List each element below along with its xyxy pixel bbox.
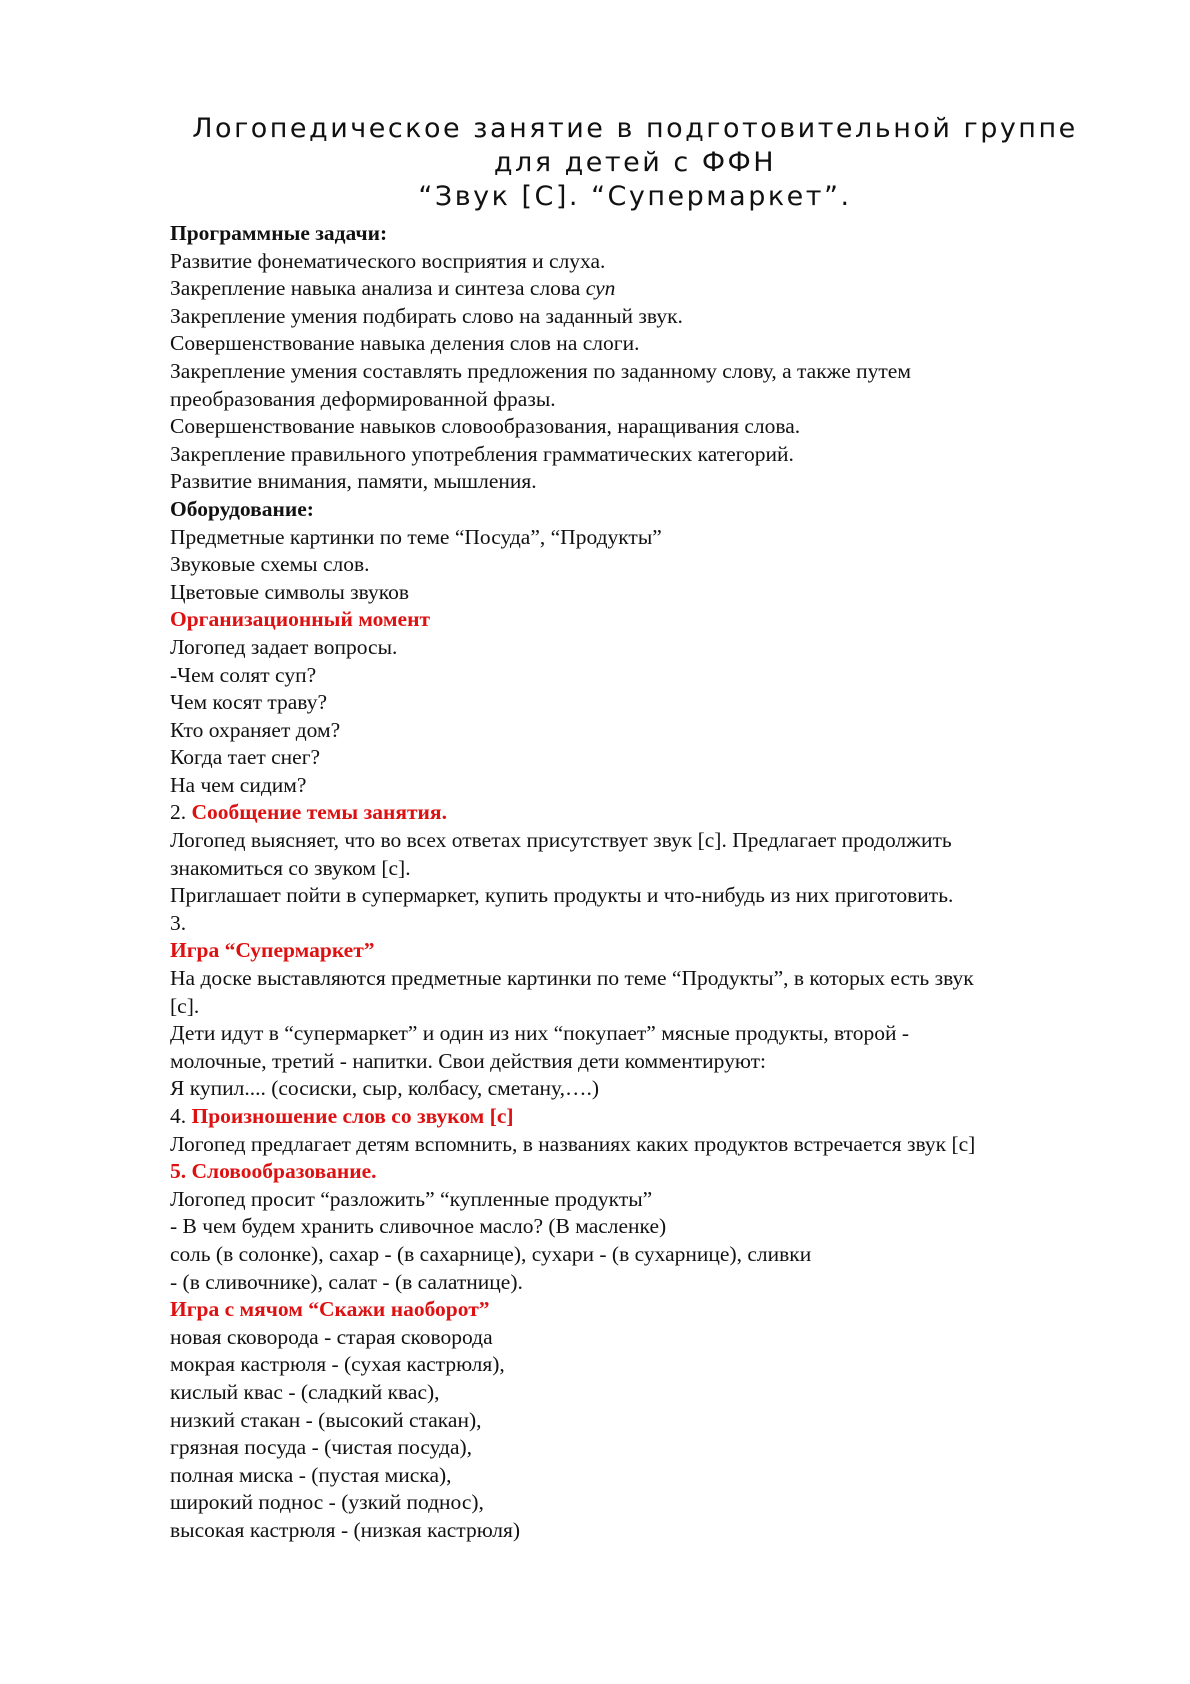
org-moment-line: На чем сидим? (170, 772, 307, 797)
ball-game-line: грязная посуда - (чистая посуда), (170, 1435, 473, 1460)
pronunciation-heading: Произношение слов со звуком [с] (191, 1104, 514, 1128)
topic-heading-line (170, 799, 1130, 827)
title-line-1: Логопедическое занятие в подготовительной группе (192, 113, 1078, 144)
game-supermarket-line: Я купил.... (сосиски, сыр, колбасу, сметану,….) (170, 1076, 600, 1101)
equipment-item: Цветовые символы звуков (170, 579, 410, 604)
equipment-heading: Оборудование: (170, 496, 314, 521)
ball-game-line: высокая кастрюля - (низкая кастрюля) (170, 1517, 520, 1542)
ball-game-line: новая сковорода - старая сковорода (170, 1324, 493, 1349)
task-item: Развитие фонематического восприятия и слуха. (170, 248, 606, 273)
org-moment-heading: Организационный момент (170, 607, 431, 632)
game-supermarket-line: молочные, третий - напитки. Свои действия дети комментируют: (170, 1048, 766, 1073)
game-supermarket-line: Дети идут в “супермаркет” и один из них “покупает” мясные продукты, второй - (170, 1021, 909, 1046)
equipment-item: Предметные картинки по теме “Посуда”, “Продукты” (170, 524, 662, 549)
tasks-heading: Программные задачи: (170, 221, 388, 245)
pronunciation-heading-line (170, 1103, 1130, 1131)
topic-line: знакомиться со звуком [с]. (170, 855, 411, 880)
title-line-2: для детей с ФФН (493, 147, 777, 178)
word-formation-line: - (в сливочнике), салат - (в салатнице). (170, 1269, 523, 1294)
task-item: Закрепление умения подбирать слово на заданный звук. (170, 303, 683, 328)
game-supermarket-heading: Игра “Супермаркет” (170, 938, 375, 963)
title-line-3: “Звук [С]. “Супермаркет”. (418, 181, 852, 212)
ball-game-line: кислый квас - (сладкий квас), (170, 1379, 440, 1404)
game-supermarket-line: [с]. (170, 993, 200, 1018)
topic-number: 2. (170, 800, 192, 825)
task-item: Закрепление умения составлять предложения по заданному слову, а также путем (170, 358, 911, 383)
task-item (170, 275, 1130, 303)
task-item: Развитие внимания, памяти, мышления. (170, 469, 537, 494)
org-moment-line: Чем косят траву? (170, 690, 327, 715)
topic-line: Логопед выясняет, что во всех ответах присутствует звук [с]. Предлагает продолжить (170, 828, 952, 853)
org-moment-line: Когда тает снег? (170, 745, 321, 770)
document-body (170, 220, 1130, 1545)
word-sup: суп (585, 276, 616, 301)
word-formation-line: соль (в солонке), сахар - (в сахарнице), сухари - (в сухарнице), сливки (170, 1241, 812, 1266)
org-moment-line: Кто охраняет дом? (170, 717, 341, 742)
ball-game-line: полная миска - (пустая миска), (170, 1462, 452, 1487)
task-item: Совершенствование навыков словообразования, наращивания слова. (170, 414, 801, 439)
ball-game-line: низкий стакан - (высокий стакан), (170, 1407, 482, 1432)
org-moment-line: Логопед задает вопросы. (170, 634, 398, 659)
task-item: Закрепление правильного употребления грамматических категорий. (170, 441, 794, 466)
ball-game-line: мокрая кастрюля - (сухая кастрюля), (170, 1352, 505, 1377)
topic-line: Приглашает пойти в супермаркет, купить продукты и что-нибудь из них приготовить. (170, 883, 954, 908)
word-formation-line: - В чем будем хранить сливочное масло? (В масленке) (170, 1214, 667, 1239)
game-supermarket-line: На доске выставляются предметные картинки по теме “Продукты”, в которых есть звук (170, 966, 974, 991)
topic-line: 3. (170, 910, 187, 935)
word-formation-line: Логопед просит “разложить” “купленные продукты” (170, 1186, 653, 1211)
ball-game-heading: Игра с мячом “Скажи наоборот” (170, 1297, 490, 1322)
ball-game-line: широкий поднос - (узкий поднос), (170, 1490, 484, 1515)
org-moment-line: -Чем солят суп? (170, 662, 317, 687)
topic-heading: Сообщение темы занятия. (191, 800, 447, 825)
task-item: Совершенствование навыка деления слов на слоги. (170, 331, 640, 356)
equipment-item: Звуковые схемы слов. (170, 552, 370, 577)
word-formation-heading: 5. Словообразование. (170, 1159, 377, 1184)
task-item: преобразования деформированной фразы. (170, 386, 556, 411)
task-item-text: Закрепление навыка анализа и синтеза слова (170, 276, 586, 301)
pronunciation-number: 4. (170, 1104, 192, 1128)
pronunciation-line: Логопед предлагает детям вспомнить, в названиях каких продуктов встречается звук [с] (170, 1131, 976, 1156)
